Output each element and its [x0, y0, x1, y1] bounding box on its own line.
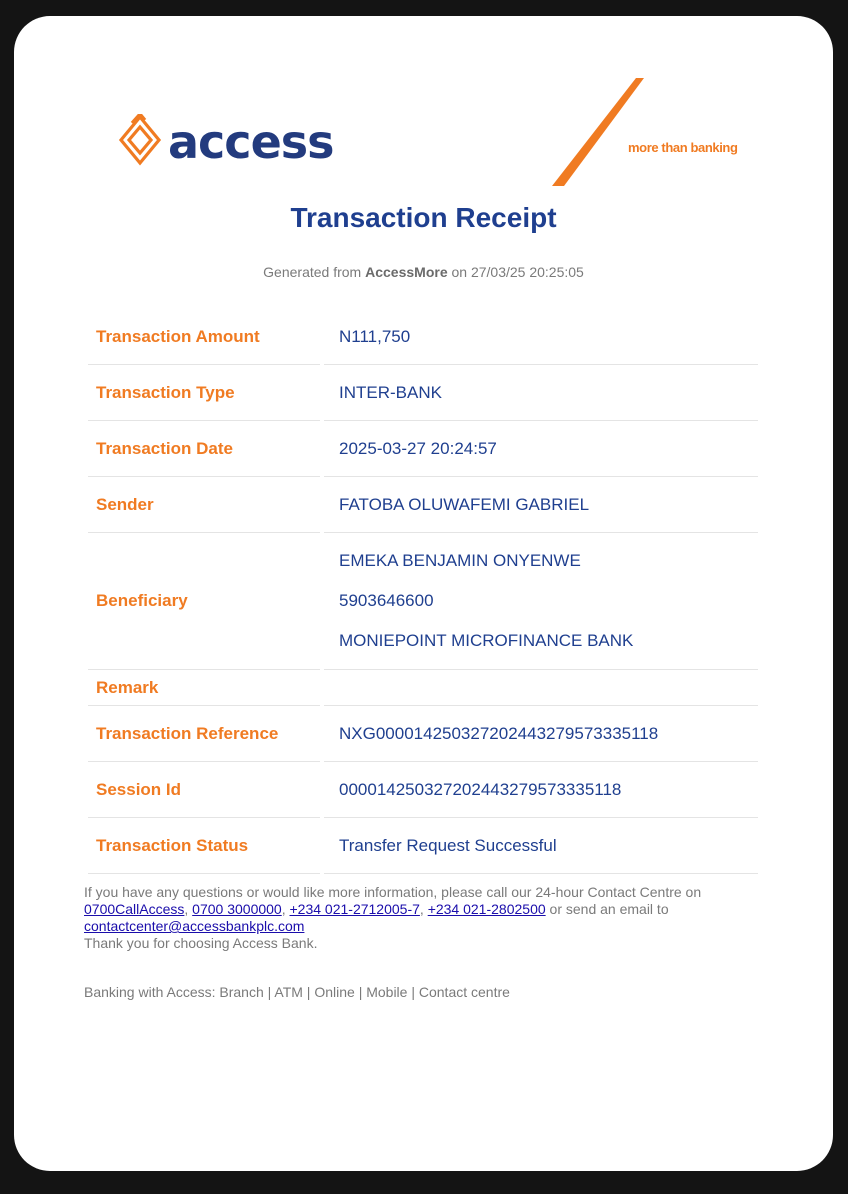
- beneficiary-account: 5903646600: [339, 591, 434, 610]
- brand-tagline: more than banking: [628, 140, 738, 155]
- amount-label: Transaction Amount: [88, 309, 320, 365]
- type-value: INTER-BANK: [324, 365, 758, 421]
- transaction-details-table: [84, 309, 762, 874]
- session-value: 000014250327202443279573335118: [324, 762, 758, 818]
- table-row: [88, 762, 758, 818]
- generated-prefix: Generated from: [263, 264, 362, 280]
- table-row: [88, 706, 758, 762]
- table-row: [88, 818, 758, 874]
- contact-footer: If you have any questions or would like more information, please call our 24-hour Contact Centre on 0700CallAccess, 0700 3000000, +234 021-2712005-7, +234 021-2802500 or send an email to contactcenter@accessbankplc.com Thank you for choosing Access Bank.: [84, 884, 702, 951]
- table-row: [88, 421, 758, 477]
- orange-slash-graphic: [548, 76, 648, 188]
- generated-line: [14, 264, 833, 280]
- access-diamond-logo-icon: [118, 114, 162, 166]
- phone-link-2712005[interactable]: +234 021-2712005-7: [289, 901, 420, 917]
- sender-label: Sender: [88, 477, 320, 533]
- status-label: Transaction Status: [88, 818, 320, 874]
- beneficiary-name: EMEKA BENJAMIN ONYENWE: [339, 551, 581, 570]
- email-link[interactable]: contactcenter@accessbankplc.com: [84, 918, 305, 934]
- reference-value: NXG000014250327202443279573335118: [324, 706, 758, 762]
- beneficiary-bank: MONIEPOINT MICROFINANCE BANK: [339, 631, 634, 650]
- footer-intro: If you have any questions or would like more information, please call our 24-hour Contact Centre on: [84, 884, 702, 900]
- table-row: [88, 365, 758, 421]
- email-prefix: or send an email to: [549, 901, 669, 917]
- thanks-text: Thank you for choosing Access Bank.: [84, 935, 318, 951]
- sender-value: FATOBA OLUWAFEMI GABRIEL: [324, 477, 758, 533]
- remark-label: Remark: [88, 670, 320, 706]
- beneficiary-label: Beneficiary: [88, 533, 320, 670]
- receipt-card: [14, 16, 833, 1171]
- generated-suffix: on 27/03/25 20:25:05: [451, 264, 584, 280]
- phone-link-0700[interactable]: 0700 3000000: [192, 901, 282, 917]
- table-row: [88, 670, 758, 706]
- remark-value: [324, 670, 758, 706]
- date-value: 2025-03-27 20:24:57: [324, 421, 758, 477]
- date-label: Transaction Date: [88, 421, 320, 477]
- status-value: Transfer Request Successful: [324, 818, 758, 874]
- generated-app: AccessMore: [365, 264, 448, 280]
- session-label: Session Id: [88, 762, 320, 818]
- brand-name: access: [168, 115, 334, 169]
- type-label: Transaction Type: [88, 365, 320, 421]
- table-row: [88, 477, 758, 533]
- phone-link-callaccess[interactable]: 0700CallAccess: [84, 901, 185, 917]
- table-row: [88, 533, 758, 670]
- phone-link-2802500[interactable]: +234 021-2802500: [427, 901, 546, 917]
- amount-value: N111,750: [324, 309, 758, 365]
- receipt-title: Transaction Receipt: [290, 202, 557, 233]
- beneficiary-value: [324, 533, 758, 670]
- reference-label: Transaction Reference: [88, 706, 320, 762]
- table-row: [88, 309, 758, 365]
- banking-channels: Banking with Access: Branch | ATM | Online | Mobile | Contact centre: [84, 984, 510, 1000]
